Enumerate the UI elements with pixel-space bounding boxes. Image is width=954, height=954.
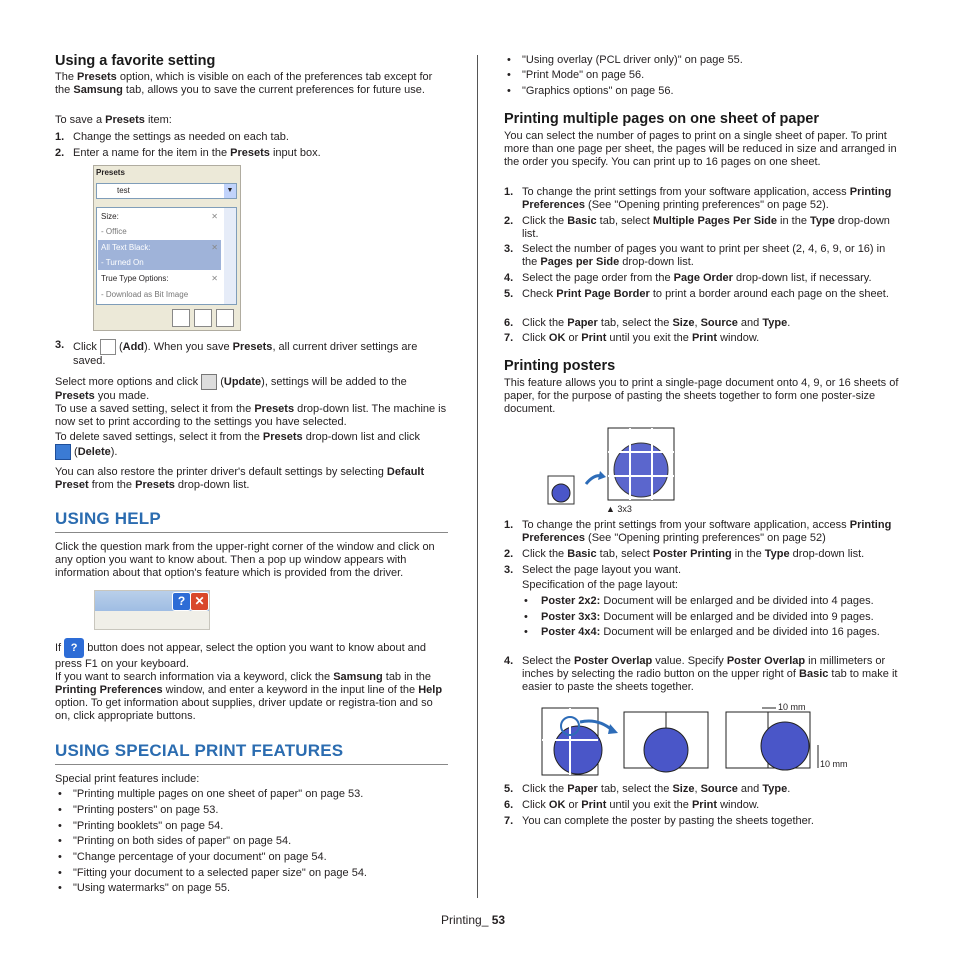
close-icon: ✕	[211, 243, 218, 252]
step-number: 3.	[55, 339, 65, 351]
step-number: 6.	[504, 317, 514, 329]
step-number: 1.	[504, 519, 514, 531]
poster-3x3-figure	[544, 426, 679, 516]
step-number: 5.	[504, 288, 514, 300]
list-item[interactable]: "Printing on both sides of paper" on page 54.	[73, 835, 292, 847]
step-number: 4.	[504, 272, 514, 284]
delete-icon	[55, 444, 71, 460]
presets-panel	[93, 165, 241, 331]
step-text: Click the Basic tab, select Poster Printing in the Type drop-down list.	[522, 548, 865, 560]
add-icon	[100, 339, 116, 355]
poster-title: Printing posters	[504, 358, 616, 374]
update-button[interactable]	[194, 309, 212, 327]
list-item[interactable]: - Office	[101, 227, 127, 236]
help-title: USING HELP	[55, 509, 448, 533]
poster-paragraph: This feature allows you to print a single-page document onto 4, 9, or 16 sheets of paper, for the purpose of pasting the sheets together to form one poster-size document.	[504, 377, 899, 415]
help-icon: ?	[64, 638, 84, 658]
step-text: Click the Basic tab, select Multiple Pages Per Side in the Type drop-down list.	[522, 215, 890, 240]
step-number: 3.	[504, 243, 514, 255]
list-item[interactable]: "Change percentage of your document" on page 54.	[73, 851, 327, 863]
step-number: 1.	[504, 186, 514, 198]
step-number: 2.	[55, 147, 65, 159]
list-item[interactable]: "Print Mode" on page 56.	[522, 69, 645, 81]
special-intro: Special print features include:	[55, 773, 200, 785]
step-text: Select the page layout you want.	[522, 564, 681, 576]
step-text: To change the print settings from your software application, access Printing Preferences (See "Opening printing preferences" on page 52)	[522, 519, 892, 544]
use-saved-paragraph: To use a saved setting, select it from the Presets drop-down list. The machine is now set to print according to the settings you have selected.	[55, 403, 447, 428]
help-icon[interactable]: ?	[172, 592, 191, 611]
column-divider	[477, 55, 478, 898]
add-button[interactable]	[172, 309, 190, 327]
page-footer: Printing_ 53	[441, 913, 506, 927]
list-item[interactable]: "Using overlay (PCL driver only)" on page 55.	[522, 54, 743, 66]
step-number: 3.	[504, 564, 514, 576]
overlap-label-top: 10 mm	[778, 702, 806, 712]
fav-paragraph: The Presets option, which is visible on each of the preferences tab except for the Samsung tab, allows you to save the current preferences for future use.	[55, 71, 433, 96]
close-icon[interactable]: ✕	[190, 592, 209, 611]
multi-title: Printing multiple pages on one sheet of paper	[504, 111, 820, 127]
help-titlebar	[94, 590, 210, 630]
step-text: Click the Paper tab, select the Size, Source and Type.	[522, 317, 791, 329]
help-f1-paragraph: If ? button does not appear, select the option you want to know about and press F1 on your keyboard.	[55, 638, 448, 671]
chevron-down-icon[interactable]: ▼	[224, 184, 236, 198]
delete-button[interactable]	[216, 309, 234, 327]
list-item[interactable]: True Type Options: ✕	[98, 271, 221, 286]
multi-paragraph: You can select the number of pages to print on a single sheet of paper. To print more than one page per sheet, the pages will be reduced in size and arranged in the order you specify. You can print up to 16 pages on one sheet.	[504, 130, 897, 168]
step-number: 7.	[504, 815, 514, 827]
fav-title: Using a favorite setting	[55, 53, 216, 69]
scrollbar[interactable]	[224, 208, 236, 304]
step-text: Select the number of pages you want to print per sheet (2, 4, 6, 9, or 16) in the Pages per Side drop-down list.	[522, 243, 886, 268]
delete-paragraph: To delete saved settings, select it from the Presets drop-down list and click (Delete).	[55, 431, 448, 460]
overlap-label-side: 10 mm	[820, 759, 848, 769]
list-item[interactable]: "Using watermarks" on page 55.	[73, 882, 230, 894]
list-item[interactable]: - Turned On	[98, 255, 221, 270]
overlap-illustration	[540, 700, 855, 780]
list-item[interactable]: Size: ✕	[98, 209, 221, 224]
step-number: 2.	[504, 548, 514, 560]
step-text: To change the print settings from your software application, access Printing Preferences (See "Opening printing preferences" on page 52).	[522, 186, 892, 211]
presets-combo[interactable]: test ▼	[96, 183, 237, 199]
list-item: Poster 3x3: Document will be enlarged and be divided into 9 pages.	[541, 611, 874, 623]
save-icon	[201, 374, 217, 390]
close-icon: ✕	[211, 274, 218, 283]
special-title: USING SPECIAL PRINT FEATURES	[55, 741, 448, 765]
list-item: Poster 4x4: Document will be enlarged and be divided into 16 pages.	[541, 626, 880, 638]
step-number: 5.	[504, 783, 514, 795]
overlap-figure	[540, 700, 855, 780]
list-item[interactable]: "Graphics options" on page 56.	[522, 85, 674, 97]
step-text: Click OK or Print until you exit the Print window.	[522, 332, 760, 344]
list-item[interactable]: "Printing booklets" on page 54.	[73, 820, 224, 832]
list-item[interactable]: "Printing multiple pages on one sheet of paper" on page 53.	[73, 788, 364, 800]
step-text: Click the Paper tab, select the Size, Source and Type.	[522, 783, 791, 795]
close-icon: ✕	[211, 212, 218, 221]
step-number: 4.	[504, 655, 514, 667]
list-item[interactable]: "Fitting your document to a selected paper size" on page 54.	[73, 867, 367, 879]
update-paragraph: Select more options and click (Update), settings will be added to the Presets you made.	[55, 375, 407, 402]
list-item[interactable]: All Text Black: ✕	[98, 240, 221, 255]
step-number: 6.	[504, 799, 514, 811]
spec-label: Specification of the page layout:	[522, 579, 678, 591]
help-paragraph: Click the question mark from the upper-right corner of the window and click on any option you want to know about. Then a pop up window appears with information about that option's feature which is provided from the driver.	[55, 541, 435, 579]
restore-paragraph: You can also restore the printer driver's default settings by selecting Default Preset from the Presets drop-down list.	[55, 466, 425, 491]
step-text: Click OK or Print until you exit the Print window.	[522, 799, 760, 811]
list-item: Poster 2x2: Document will be enlarged and be divided into 4 pages.	[541, 595, 874, 607]
list-item[interactable]: - Download as Bit Image	[101, 290, 189, 299]
step-text: You can complete the poster by pasting the sheets together.	[522, 815, 814, 827]
poster-fig-label: ▲ 3x3	[606, 504, 632, 514]
step-number: 2.	[504, 215, 514, 227]
step-text: Select the Poster Overlap value. Specify Poster Overlap in millimeters or inches by selecting the radio button on the upper right of Basic tab to make it easier to paste the sheets together.	[522, 655, 898, 693]
fav-save-intro: To save a Presets item:	[55, 114, 172, 126]
step-text: Enter a name for the item in the Presets input box.	[73, 147, 321, 159]
poster-illustration	[544, 426, 679, 506]
keyword-paragraph: If you want to search information via a keyword, click the Samsung tab in the Printing Preferences window, and enter a keyword in the input line of the Help option. To get information about supplies, driver update or registra-tion and so on, click appropriate buttons.	[55, 671, 443, 722]
step-text: Change the settings as needed on each tab.	[73, 131, 289, 143]
list-item[interactable]: "Printing posters" on page 53.	[73, 804, 219, 816]
step-number: 1.	[55, 131, 65, 143]
step-text: Select the page order from the Page Order drop-down list, if necessary.	[522, 272, 872, 284]
step-number: 7.	[504, 332, 514, 344]
step-text: Click (Add). When you save Presets, all current driver settings are saved.	[73, 340, 418, 367]
presets-list	[96, 207, 237, 305]
presets-header: Presets	[96, 168, 236, 177]
step-text: Check Print Page Border to print a border around each page on the sheet.	[522, 288, 889, 300]
